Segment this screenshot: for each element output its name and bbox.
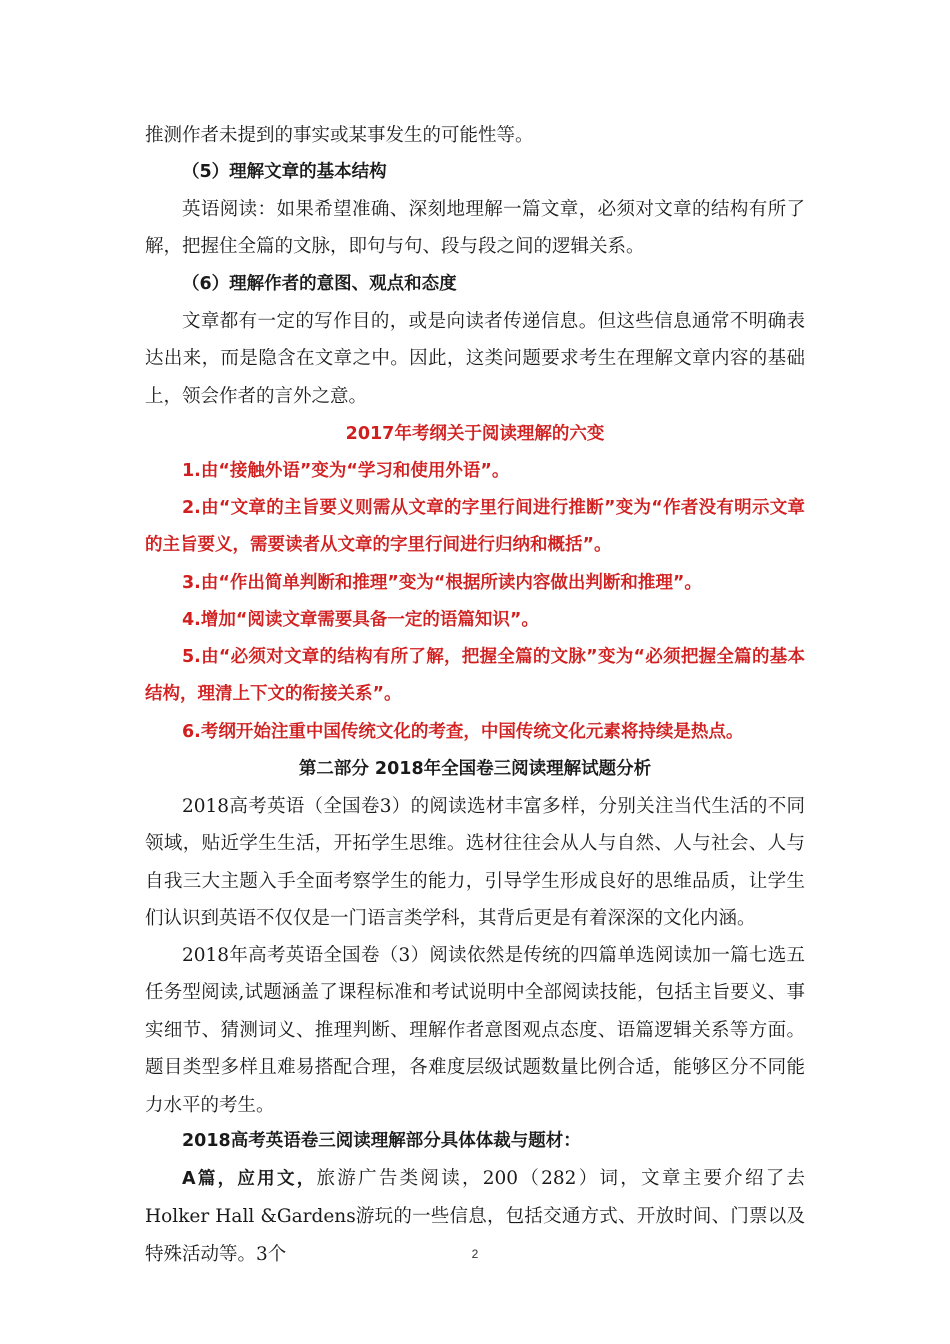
passage-a-lead: A篇，应用文， <box>182 1169 317 1189</box>
page-number: 2 <box>471 1247 479 1261</box>
paragraph-2018-structure: 2018年高考英语全国卷（3）阅读依然是传统的四篇单选阅读加一篇七选五任务型阅读,试题涵盖了课程标准和考试说明中全部阅读技能，包括主旨要义、事实细节、猜测词义、推理判断、理解作者意图观点态度、语篇逻辑关系等方面。题目类型多样且难易搭配合理，各难度层级试题数量比例合适，能够区分不同能力水平的考生。 <box>145 945 805 1116</box>
change-item-5: 5.由“必须对文章的结构有所了解，把握全篇的文脉”变为“必须把握全篇的基本结构，理清上下文的衔接关系”。 <box>145 647 805 705</box>
change-item-3: 3.由“作出简单判断和推理”变为“根据所读内容做出判断和推理”。 <box>182 573 702 593</box>
paragraph-2018-overview: 2018高考英语（全国卷3）的阅读选材丰富多样，分别关注当代生活的不同领域，贴近学生生活，开拓学生思维。选材往往会从人与自然、人与社会、人与自我三大主题入手全面考察学生的能力，引导学生形成良好的思维品质，让学生们认识到英语不仅仅是一门语言类学科，其背后更是有着深深的文化内涵。 <box>145 796 805 930</box>
change-item-1: 1.由“接触外语”变为“学习和使用外语”。 <box>182 461 510 481</box>
section-title-2017-changes: 2017年考纲关于阅读理解的六变 <box>345 424 605 444</box>
heading-author-intent: （6）理解作者的意图、观点和态度 <box>182 274 457 294</box>
change-item-6: 6.考纲开始注重中国传统文化的考查，中国传统文化元素将持续是热点。 <box>182 722 744 742</box>
paragraph-author-intent: 文章都有一定的写作目的，或是向读者传递信息。但这些信息通常不明确表达出来，而是隐含在文章之中。因此，这类问题要求考生在理解文章内容的基础上，领会作者的言外之意。 <box>145 311 805 407</box>
section-title-part-two: 第二部分 2018年全国卷三阅读理解试题分析 <box>298 759 652 779</box>
heading-structure: （5）理解文章的基本结构 <box>182 162 387 182</box>
paragraph-continuation: 推测作者未提到的事实或某事发生的可能性等。 <box>145 125 534 146</box>
heading-2018-genres: 2018高考英语卷三阅读理解部分具体体裁与题材： <box>182 1131 581 1151</box>
change-item-4: 4.增加“阅读文章需要具备一定的语篇知识”。 <box>182 610 539 630</box>
passage-a-text: 旅游广告类阅读，200（282）词，文章主要介绍了去Holker Hall &Gardens游玩的一些信息，包括交通方式、开放时间、门票以及特殊活动等。3个 <box>145 1168 806 1265</box>
change-item-2: 2.由“文章的主旨要义则需从文章的字里行间进行推断”变为“作者没有明示文章的主旨要义，需要读者从文章的字里行间进行归纳和概括”。 <box>145 498 805 556</box>
paragraph-structure: 英语阅读：如果希望准确、深刻地理解一篇文章，必须对文章的结构有所了解，把握住全篇的文脉，即句与句、段与段之间的逻辑关系。 <box>145 199 805 258</box>
